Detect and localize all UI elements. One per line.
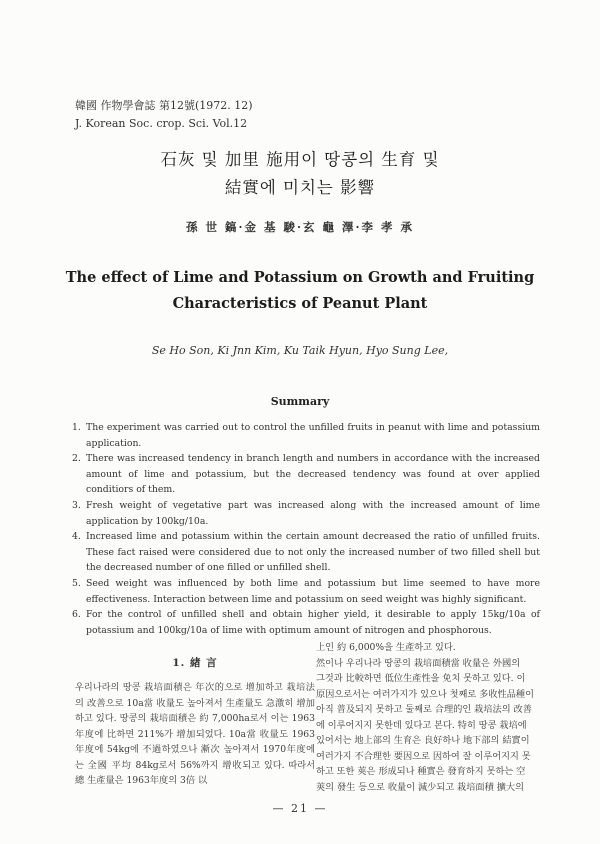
summary-item-text: The experiment was carried out to control the unfilled fruits in peanut with lime and potassium application.	[86, 422, 540, 449]
summary-item-3	[72, 498, 540, 529]
summary-heading: Summary	[270, 395, 330, 408]
summary-item-text: Increased lime and potassium within the certain amount decreased the ratio of unfilled fruits. These fact raised were considered due to not only the increased number of two filled shell but the decreased number of one filled or unfilled shell.	[86, 531, 540, 574]
intro-right-line: 여러가지 不合理한 要因으로 因하여 잘 이루어지지 못	[316, 750, 531, 762]
intro-heading: 1. 緖 言	[172, 657, 218, 669]
korean-authors: 孫 世 鎬·金 基 駿·玄 龜 澤·李 孝 承	[185, 220, 415, 234]
summary-item-text: There was increased tendency in branch length and numbers in accordance with the increased amount of lime and potassium, but the decreased tendency was found at over applied conditiors of them.	[86, 453, 540, 496]
journal-line-korean: 韓國 作物學會誌 第12號(1972. 12)	[75, 99, 253, 112]
summary-item-2	[72, 451, 540, 498]
english-authors: Se Ho Son, Ki Jnn Kim, Ku Taik Hyun, Hyo Sung Lee,	[151, 344, 449, 357]
page-number: — 21 —	[272, 802, 328, 815]
summary-item-text: For the control of unfilled shell and obtain higher yield, it desirable to apply 15kg/10a of potassium and 100kg/10a of lime with optimum amount of nitrogen and phosphorous.	[86, 609, 540, 636]
intro-right-column	[316, 640, 548, 795]
summary-item-4	[72, 529, 540, 576]
intro-left-text: 우리나라의 땅콩 栽培面積은 年次的으로 增加하고 栽培法의 改善으로 10a當 收量도 높아져서 生產量도 急激히 增加하고 있다. 땅콩의 栽培面積은 約 7,000ha로서 이는 1963年度에 比하면 211%가 增加되었다. 10a當 收量도 1963年度에 54kg에 不過하였으나 漸次 높아져서 1970年度에는 全國 平均 84kg로서 56%까지 增收되고 있다. 따라서 總 生產量은 1963年度의 3倍 以	[75, 682, 315, 786]
korean-title-line-1: 石灰 및 加里 施用이 땅콩의 生育 및	[160, 150, 440, 169]
journal-header	[75, 97, 253, 133]
summary-item-text: Seed weight was influenced by both lime and potassium but lime seemed to have more effectiveness. Interaction between lime and potassium on seed weight was highly significant.	[86, 577, 540, 605]
intro-right-line: 에 이루어지지 못한데 있다고 본다. 特히 땅콩 栽培에	[316, 719, 527, 731]
summary-item-1	[72, 420, 540, 451]
summary-item-number: 4.	[72, 531, 81, 543]
intro-right-line: 然이나 우리나라 땅콩의 栽培面積當 收量은 外國의	[316, 657, 521, 669]
korean-title-line-2: 結實에 미치는 影響	[224, 178, 376, 197]
intro-right-line: 莢의 發生 등으로 收量이 減少되고 栽培面積 擴大의	[316, 781, 524, 793]
intro-left-column	[75, 655, 315, 789]
intro-right-line: 하고 또한 莢은 形成되나 種實은 發育하지 못하는 空	[316, 766, 526, 777]
english-title	[0, 265, 600, 317]
journal-line-english: J. Korean Soc. crop. Sci. Vol.12	[75, 117, 248, 130]
summary-item-number: 2.	[72, 453, 81, 465]
summary-item-text: Fresh weight of vegetative part was increased along with the increased amount of lime application by 100kg/10a.	[86, 499, 540, 527]
intro-right-line: 아직 普及되지 못하고 둘째로 合理的인 栽培法의 改善	[316, 704, 532, 715]
summary-item-number: 1.	[72, 422, 81, 433]
summary-item-number: 3.	[72, 499, 81, 511]
summary-item-6	[72, 607, 540, 638]
intro-right-line: 原因으로서는 여러가지가 있으나 첫째로 多收性品種이	[316, 688, 534, 700]
korean-title	[0, 146, 600, 202]
intro-right-line: 上인 約 6,000%을 生產하고 있다.	[316, 642, 456, 653]
intro-right-line: 있어서는 地上部의 生育은 良好하나 地下部의 結實이	[316, 735, 530, 746]
english-title-line-1: The effect of Lime and Potassium on Growth and Fruiting	[65, 269, 535, 286]
summary-item-5	[72, 576, 540, 607]
english-title-line-2: Characteristics of Peanut Plant	[172, 295, 428, 312]
summary-item-number: 5.	[72, 577, 81, 589]
summary-item-number: 6.	[72, 609, 81, 621]
summary-list	[72, 420, 540, 638]
intro-right-line: 그것과 比較하면 低位生產性을 免치 못하고 있다. 이	[316, 673, 526, 684]
